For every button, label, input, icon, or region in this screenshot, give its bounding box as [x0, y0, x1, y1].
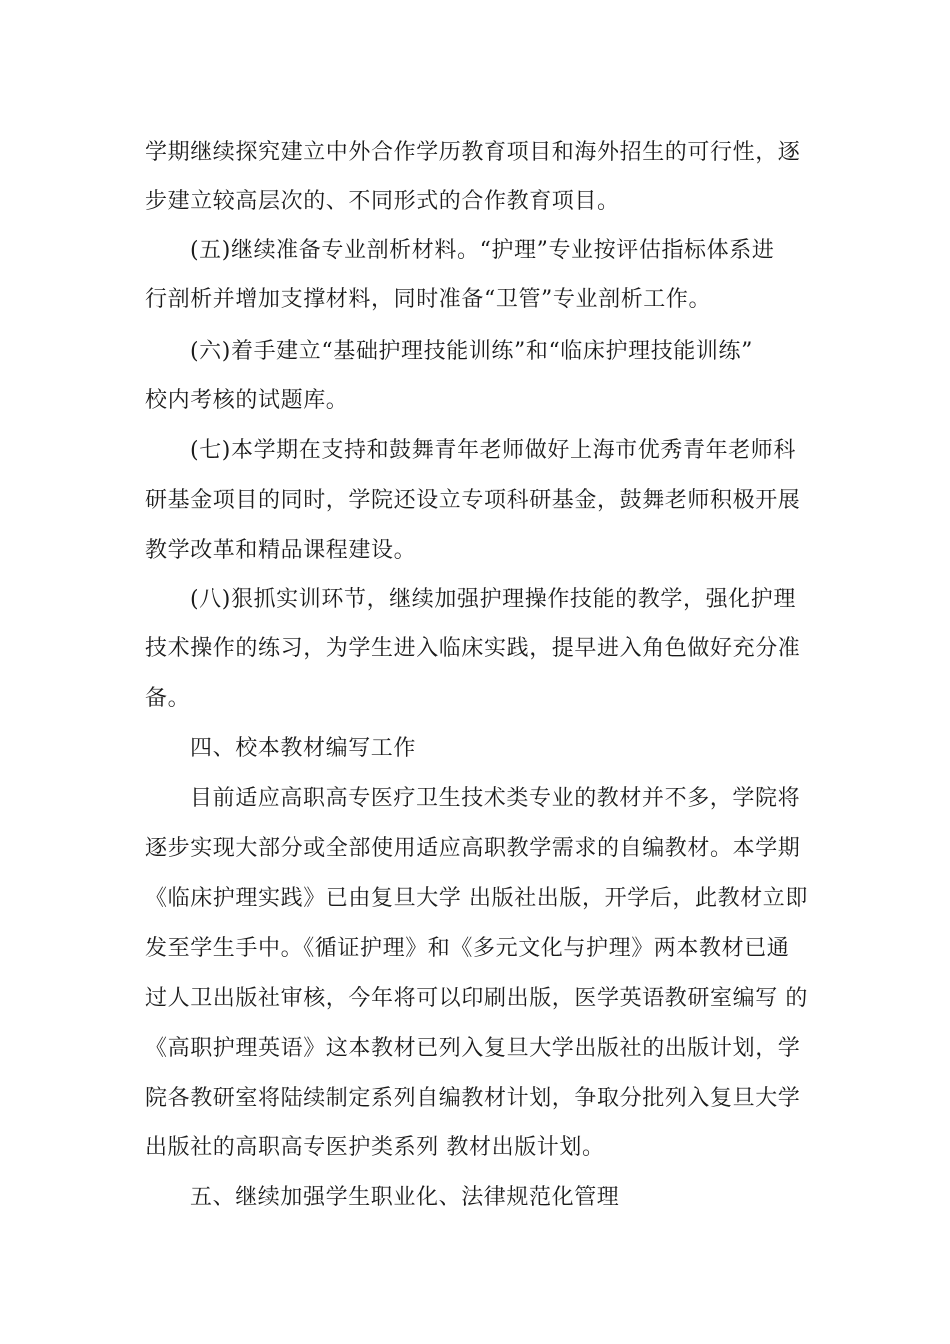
text-line: 学期继续探究建立中外合作学历教育项目和海外招生的可行性，逐: [145, 140, 801, 165]
text-line: 《高职护理英语》这本教材已列入复旦大学出版社的出版计划，学: [145, 1036, 801, 1061]
text-line: 出版社的高职高专医护类系列 教材出版计划。: [145, 1135, 605, 1160]
text-line: 教学改革和精品课程建设。: [145, 538, 417, 563]
paragraph-item-8: (八)狠抓实训环节，继续加强护理操作技能的教学，强化护理: [190, 587, 796, 612]
text-line: 研基金项目的同时，学院还设立专项科研基金，鼓舞老师积极开展: [145, 488, 801, 513]
text-line: 逐步实现大部分或全部使用适应高职教学需求的自编教材。本学期: [145, 836, 801, 861]
paragraph-item-7: (七)本学期在支持和鼓舞青年老师做好上海市优秀青年老师科: [190, 438, 796, 463]
text-line: 发至学生手中。《循证护理》和《多元文化与护理》两本教材已通: [145, 936, 790, 961]
text-line: 行剖析并增加支撑材料，同时准备“卫管”专业剖析工作。: [145, 287, 712, 312]
paragraph-item-6: (六)着手建立“基础护理技能训练”和“临床护理技能训练”: [190, 339, 753, 364]
paragraph-item-5: (五)继续准备专业剖析材料。“护理”专业按评估指标体系进: [190, 238, 775, 263]
text-line: 院各教研室将陆续制定系列自编教材计划，争取分批列入复旦大学: [145, 1086, 801, 1111]
text-line: 目前适应高职高专医疗卫生技术类专业的教材并不多，学院将: [190, 786, 801, 811]
text-line: 技术操作的练习，为学生进入临床实践，提早进入角色做好充分准: [145, 636, 801, 661]
text-line: 步建立较高层次的、不同形式的合作教育项目。: [145, 189, 620, 214]
text-line: 过人卫出版社审核，今年将可以印刷出版，医学英语教研室编写 的: [145, 986, 808, 1011]
text-line: 《临床护理实践》已由复旦大学 出版社出版，开学后，此教材立即: [145, 886, 808, 911]
section-heading-4: 四、校本教材编写工作: [190, 736, 417, 761]
text-line: 备。: [145, 686, 191, 711]
section-heading-5: 五、继续加强学生职业化、法律规范化管理: [190, 1185, 620, 1210]
text-line: 校内考核的试题库。: [145, 388, 349, 413]
